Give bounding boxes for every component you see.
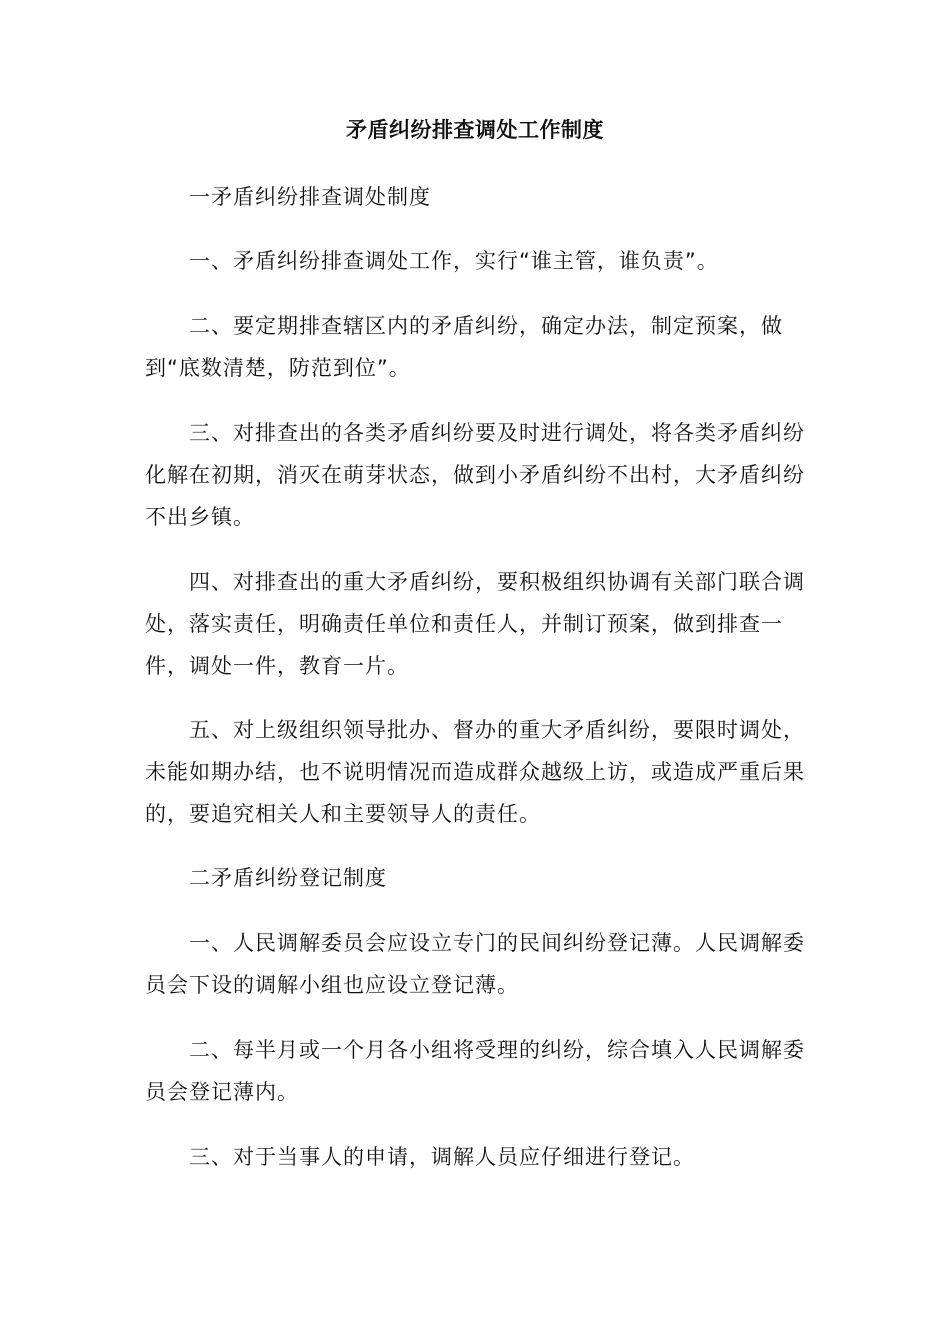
paragraph-2-3: 三、对于当事人的申请，调解人员应仔细进行登记。 — [189, 1145, 695, 1169]
section-heading-2: 二矛盾纠纷登记制度 — [189, 866, 387, 890]
document-title: 矛盾纠纷排查调处工作制度 — [346, 118, 604, 142]
paragraph-2-2: 二、每半月或一个月各小组将受理的纠纷，综合填入人民调解委员会登记薄内。 — [145, 1038, 805, 1104]
section-heading-1: 一矛盾纠纷排查调处制度 — [189, 185, 431, 209]
paragraph-1-2: 二、要定期排查辖区内的矛盾纠纷，确定办法，制定预案，做到“底数清楚，防范到位”。 — [145, 314, 783, 380]
paragraph-1-1: 一、矛盾纠纷排查调处工作，实行“谁主管，谁负责”。 — [189, 249, 719, 273]
paragraph-1-3: 三、对排查出的各类矛盾纠纷要及时进行调处，将各类矛盾纠纷化解在初期，消灭在萌芽状态，做到小矛盾纠纷不出村，大矛盾纠纷不出乡镇。 — [145, 421, 805, 529]
paragraph-1-4: 四、对排查出的重大矛盾纠纷，要积极组织协调有关部门联合调处，落实责任，明确责任单位和责任人，并制订预案，做到排查一件，调处一件，教育一片。 — [145, 570, 805, 678]
paragraph-2-1: 一、人民调解委员会应设立专门的民间纠纷登记薄。人民调解委员会下设的调解小组也应设立登记薄。 — [145, 931, 805, 997]
paragraph-1-5: 五、对上级组织领导批办、督办的重大矛盾纠纷，要限时调处，未能如期办结，也不说明情况而造成群众越级上访，或造成严重后果的，要追究相关人和主要领导人的责任。 — [145, 718, 805, 826]
